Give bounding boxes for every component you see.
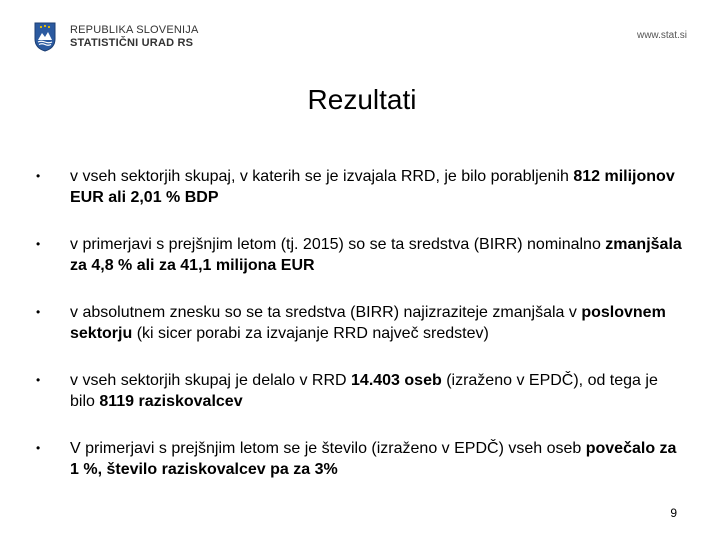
slovenia-coat-of-arms-icon: [34, 22, 56, 52]
bullet-item: [36, 166, 686, 208]
bullet-marker: •: [36, 373, 41, 387]
slide-title: [0, 84, 720, 116]
bullet-text-segment: v vseh sektorjih skupaj je delalo v RRD: [70, 372, 352, 389]
bullet-text-bold: 8119 raziskovalcev: [99, 393, 243, 410]
page-number: 9: [670, 506, 677, 520]
bullet-text-bold: zmanjšala za 4,8 % ali za 41,1 milijona EUR: [70, 236, 682, 274]
bullet-text-segment: V primerjavi s prejšnjim letom se je število (izraženo v EPDČ) vseh oseb: [70, 440, 586, 457]
bullet-text-bold: povečalo za 1 %, število raziskovalcev pa za 3%: [70, 440, 677, 478]
bullet-item: [36, 234, 686, 276]
org-name-line2: STATISTIČNI URAD RS: [70, 37, 194, 49]
bullet-text: [70, 166, 686, 208]
bullet-text-segment: v absolutnem znesku so se ta sredstva (BIRR) najizraziteje zmanjšala v: [70, 304, 582, 321]
bullet-text-segment: v vseh sektorjih skupaj, v katerih se je izvajala RRD, je bilo porabljenih: [70, 168, 574, 185]
bullet-marker: •: [36, 237, 41, 251]
bullet-text-segment: (ki sicer porabi za izvajanje RRD največ sredstev): [132, 325, 489, 342]
website-link[interactable]: www.stat.si: [636, 30, 687, 41]
bullet-text: [70, 370, 686, 412]
org-name: [70, 24, 199, 50]
bullet-text-segment: (izraženo v EPDČ), od tega je bilo: [70, 372, 658, 410]
slide-title-text: Rezultati: [307, 84, 417, 115]
bullet-text-bold: poslovnem sektorju: [70, 304, 666, 342]
bullet-text-bold: 14.403 oseb: [351, 372, 442, 389]
bullet-text: [70, 438, 686, 480]
bullet-marker: •: [36, 305, 41, 319]
bullet-marker: •: [36, 169, 41, 183]
bullet-text: [70, 234, 686, 276]
bullet-list: [36, 166, 686, 480]
bullet-item: [36, 370, 686, 412]
bullet-text: [70, 302, 686, 344]
bullet-text-bold: 812 milijonov EUR ali 2,01 % BDP: [70, 168, 675, 206]
bullet-item: [36, 302, 686, 344]
bullet-marker: •: [36, 441, 41, 455]
org-logo: [34, 22, 199, 52]
bullet-text-segment: v primerjavi s prejšnjim letom (tj. 2015) so se ta sredstva (BIRR) nominalno: [70, 236, 606, 253]
bullet-item: [36, 438, 686, 480]
org-name-line1: REPUBLIKA SLOVENIJA: [70, 24, 199, 36]
